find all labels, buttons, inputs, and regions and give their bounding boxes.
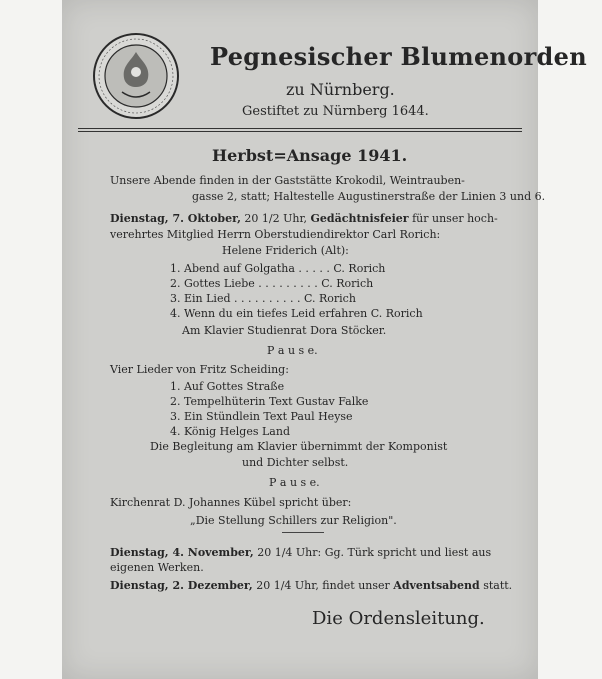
event1-singer: Helene Friderich (Alt): xyxy=(222,244,349,257)
city-line: zu Nürnberg. xyxy=(286,80,395,99)
event2-line-2: eigenen Werken. xyxy=(110,561,204,574)
event3-name: Adventsabend xyxy=(393,579,480,592)
event3-mid: 20 1/4 Uhr, findet unser xyxy=(256,579,390,592)
event2-line-1 xyxy=(110,546,491,559)
intro-line-2: gasse 2, statt; Haltestelle Augustinerstraße der Linien 3 und 6. xyxy=(192,190,546,203)
society-seal xyxy=(92,32,180,120)
society-title: Pegnesischer Blumenorden xyxy=(210,42,587,71)
event1-time: 20 1/2 Uhr, xyxy=(244,212,308,225)
part2-song-2: 2. Tempelhüterin Text Gustav Falke xyxy=(170,395,369,408)
part2-heading: Vier Lieder von Fritz Scheiding: xyxy=(110,363,289,376)
signature: Die Ordensleitung. xyxy=(312,608,485,629)
accompaniment-line-2: und Dichter selbst. xyxy=(242,456,349,469)
founded-line: Gestiftet zu Nürnberg 1644. xyxy=(242,104,429,119)
event2-rest: 20 1/4 Uhr: Gg. Türk spricht und liest aus xyxy=(257,546,492,559)
pause-2: P a u s e. xyxy=(269,476,320,489)
part2-song-1: 1. Auf Gottes Straße xyxy=(170,380,285,393)
event3-end: statt. xyxy=(483,579,513,592)
song-1: 1. Abend auf Golgatha . . . . . C. Rorich xyxy=(170,262,386,275)
pause-1: P a u s e. xyxy=(267,344,318,357)
paper-sheet xyxy=(62,0,587,679)
event1-line-2: verehrtes Mitglied Herrn Oberstudiendirektor Carl Rorich: xyxy=(110,228,441,241)
event1-line-1 xyxy=(110,212,498,225)
event3-line xyxy=(110,579,512,592)
song-2: 2. Gottes Liebe . . . . . . . . . C. Rorich xyxy=(170,277,374,290)
piano-line: Am Klavier Studienrat Dora Stöcker. xyxy=(182,324,387,337)
part2-song-3: 3. Ein Stündlein Text Paul Heyse xyxy=(170,410,353,423)
event2-date: Dienstag, 4. November, xyxy=(110,546,254,559)
separator-line xyxy=(282,532,324,533)
song-3: 3. Ein Lied . . . . . . . . . . C. Rorich xyxy=(170,292,356,305)
season-heading: Herbst=Ansage 1941. xyxy=(212,146,408,165)
header-rule-top xyxy=(78,128,522,129)
event1-rest: für unser hoch- xyxy=(412,212,498,225)
accompaniment-line-1: Die Begleitung am Klavier übernimmt der Komponist xyxy=(150,440,448,453)
speaker-topic: „Die Stellung Schillers zur Religion". xyxy=(190,514,397,527)
song-4: 4. Wenn du ein tiefes Leid erfahren C. Rorich xyxy=(170,307,423,320)
part2-song-4: 4. König Helges Land xyxy=(170,425,290,438)
event1-name: Gedächtnisfeier xyxy=(310,212,409,225)
speaker-line: Kirchenrat D. Johannes Kübel spricht über: xyxy=(110,496,352,509)
header-rule-bottom xyxy=(78,131,522,132)
event3-date: Dienstag, 2. Dezember, xyxy=(110,579,253,592)
event1-date: Dienstag, 7. Oktober, xyxy=(110,212,241,225)
intro-line-1: Unsere Abende finden in der Gaststätte Krokodil, Weintrauben- xyxy=(110,174,465,187)
